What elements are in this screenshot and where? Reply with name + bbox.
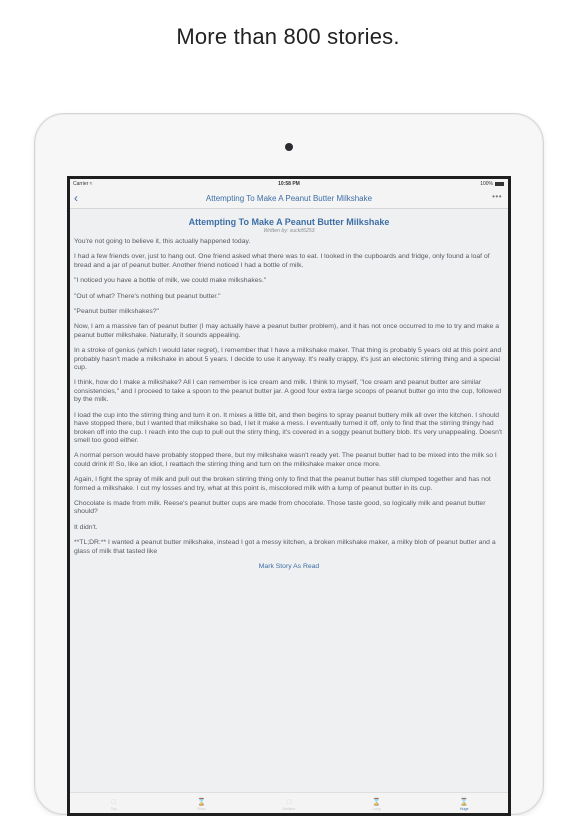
promo-headline: More than 800 stories. (176, 24, 400, 49)
story-paragraph: You're not going to believe it, this actually happened today. (74, 238, 251, 245)
mark-story-read-button[interactable]: Mark Story As Read (258, 562, 320, 570)
ipad-screen (67, 176, 511, 816)
tab-label: Short (197, 807, 206, 811)
story-paragraph: **TL;DR:** I wanted a peanut butter milkshake, instead I got a messy kitchen, a broken milkshake maker, a milky blob of peanut butter and a glass of milk that tasted like (74, 539, 496, 555)
tab-short[interactable] (166, 798, 236, 813)
story-paragraph: Now, I am a massive fan of peanut butter (I may actually have a peanut butter problem), and it has not once occurred to me to try and make a peanut butter milkshake. Naturally, it sounds appealing. (74, 323, 500, 339)
navigation-bar (70, 189, 508, 209)
story-paragraph: "Peanut butter milkshakes?" (74, 308, 159, 316)
story-paragraph: "Out of what? There's nothing but peanut butter." (74, 292, 221, 300)
story-content (70, 209, 508, 570)
story-paragraph: Chocolate is made from milk. Reese's peanut butter cups are made from chocolate. Those taste good, so logically milk and peanut butter should? (74, 499, 486, 516)
top-icon: □ (111, 799, 116, 806)
tab-label: Medium (282, 807, 296, 811)
hourglass-icon: ⌛ (459, 799, 469, 806)
ipad-frame (34, 113, 544, 815)
story-paragraph: I had a few friends over, just to hang out. One friend asked what there was to eat. I looked in the cupboards and fridge, only found a loaf of bread and a jar of peanut butter. Another friend noticed I had a bottle of milk. (74, 253, 490, 269)
hourglass-icon: ⌛ (372, 799, 381, 806)
wifi-icon: ≈ (89, 181, 93, 187)
tab-huge[interactable] (429, 798, 499, 813)
tab-bar (70, 792, 508, 813)
story-paragraph: I think, how do I make a milkshake? All I can remember is ice cream and milk. I think to myself, "Ice cream and peanut butter are similar consistencies," and I proceed to take a spoon to the peanut butter jar. A good four extra large scoops of peanut butter go into the cup, followed by the milk. (74, 379, 502, 404)
tab-label: Long (372, 807, 381, 811)
status-time: 10:58 PM (278, 181, 300, 187)
story-paragraph: I load the cup into the stirring thing and turn it on. It mixes a little bit, and then begins to spray peanut buttery milk all over the kitchen. I should have stopped there, but I wanted that milkshake so bad, I let it make a mess. I eventually turned it off, only to find that the stirring thingy had broken off into the cup. I reach into the cup to pull out the stirry thing, it's covered in a soggy peanut buttery blob. It's very unappealing. Doesn't smell too good either. (74, 411, 503, 444)
app-window (70, 179, 508, 813)
tab-medium[interactable] (254, 798, 324, 813)
story-paragraph: It didn't. (74, 523, 98, 531)
story-title: Attempting To Make A Peanut Butter Milkshake (188, 217, 390, 227)
carrier-text: Carrier (73, 181, 89, 187)
story-paragraph: Again, I fight the spray of milk and pull out the broken stirring thing only to find that the peanut butter has still clumped together and has not formed a milkshake. I cut my losses and try, what at this point is, miscolored milk with a lump of peanut butter in its cup. (74, 476, 491, 492)
medium-icon: □ (286, 799, 292, 806)
story-paragraph: In a stroke of genius (which I would later regret), I remember that I have a milkshake maker. That thing is probably 5 years old at this point and probably hasn't made a milkshake in about 5 years. I decide to use it anyway. It's really crappy, it's just an electonic stirring thing and a special cup. (74, 347, 502, 372)
tab-long[interactable] (342, 798, 412, 813)
story-paragraph: "I noticed you have a bottle of milk, we could make milkshakes." (74, 277, 267, 285)
status-bar (70, 179, 508, 189)
tab-top[interactable] (79, 798, 149, 813)
story-author: Written by: suckit5253 (263, 228, 315, 234)
hourglass-icon: ⌛ (197, 799, 206, 806)
tab-label: Huge (459, 807, 469, 811)
story-paragraph: A normal person would have probably stopped there, but my milkshake wasn't ready yet. The peanut butter had to be mixed into the milk so I could drink it! So, like an idiot, I reattach the stirring thing and turn on the milkshake maker once more. (74, 452, 497, 468)
tab-label: Top (110, 807, 117, 811)
camera-icon (285, 143, 293, 151)
back-chevron-icon[interactable]: ‹ (74, 191, 78, 205)
battery-indicator (480, 181, 504, 187)
battery-percent: 100% (480, 181, 493, 187)
nav-title: Attempting To Make A Peanut Butter Milkshake (205, 194, 373, 203)
more-options-icon[interactable]: ••• (492, 192, 502, 201)
battery-icon (495, 182, 504, 186)
